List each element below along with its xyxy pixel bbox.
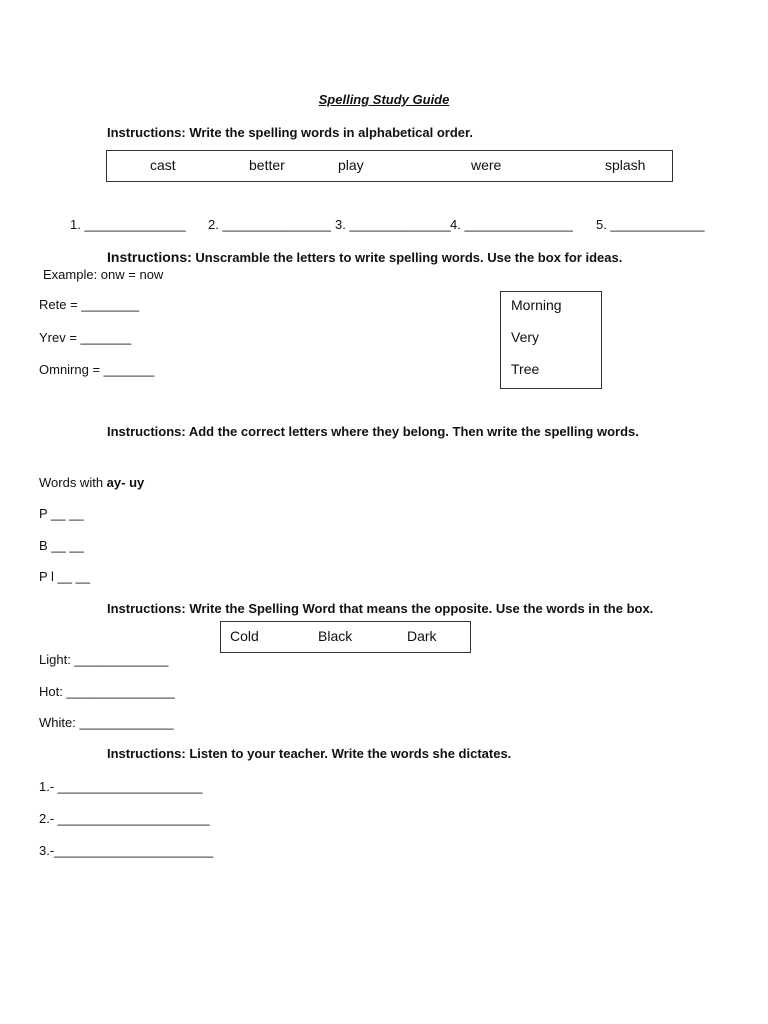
instruction-lead: Instructions: <box>107 249 192 265</box>
words-with-label <box>39 475 144 490</box>
idea-tree: Tree <box>511 361 540 377</box>
dictation-item-2[interactable]: 2.- _____________________ <box>39 811 210 826</box>
idea-very: Very <box>511 329 540 345</box>
opposite-item-hot[interactable]: Hot: _______________ <box>39 684 175 699</box>
words-with-pattern: ay- uy <box>106 475 145 490</box>
blank-3[interactable]: 3. ______________ <box>335 217 451 232</box>
letters-item-2[interactable]: B __ __ <box>39 538 84 553</box>
word-box-alphabetical <box>106 150 673 182</box>
letters-item-3[interactable]: P l __ __ <box>39 569 91 584</box>
words-with-text: Words with <box>39 475 107 490</box>
instruction-opposite: Instructions: Write the Spelling Word that means the opposite. Use the words in the box. <box>107 601 654 616</box>
instruction-add-letters: Instructions: Add the correct letters where they belong. Then write the spelling words. <box>107 424 639 439</box>
word-better: better <box>249 157 285 173</box>
opposite-item-light[interactable]: Light: _____________ <box>39 652 169 667</box>
unscramble-item-2[interactable]: Yrev = _______ <box>39 330 132 345</box>
word-splash: splash <box>605 157 646 173</box>
instruction-alphabetical: Instructions: Write the spelling words in alphabetical order. <box>107 125 473 140</box>
instruction-rest: Unscramble the letters to write spelling words. Use the box for ideas. <box>191 250 623 265</box>
opposite-item-white[interactable]: White: _____________ <box>39 715 174 730</box>
blank-4[interactable]: 4. _______________ <box>450 217 573 232</box>
idea-morning: Morning <box>511 297 562 313</box>
opposite-dark: Dark <box>407 628 437 644</box>
unscramble-item-3[interactable]: Omnirng = _______ <box>39 362 155 377</box>
blank-1[interactable]: 1. ______________ <box>70 217 186 232</box>
unscramble-item-1[interactable]: Rete = ________ <box>39 297 140 312</box>
dictation-item-3[interactable]: 3.-______________________ <box>39 843 214 858</box>
dictation-item-1[interactable]: 1.- ____________________ <box>39 779 203 794</box>
opposite-cold: Cold <box>230 628 259 644</box>
word-play: play <box>338 157 364 173</box>
blank-5[interactable]: 5. _____________ <box>596 217 705 232</box>
word-were: were <box>471 157 502 173</box>
opposite-black: Black <box>318 628 353 644</box>
word-box-opposite <box>220 621 471 653</box>
page-title: Spelling Study Guide <box>318 92 450 107</box>
instruction-dictation: Instructions: Listen to your teacher. Write the words she dictates. <box>107 746 512 761</box>
blank-2[interactable]: 2. _______________ <box>208 217 331 232</box>
letters-item-1[interactable]: P __ __ <box>39 506 84 521</box>
instruction-unscramble <box>107 249 622 265</box>
word-box-ideas <box>500 291 602 389</box>
example-text: Example: onw = now <box>43 267 164 282</box>
word-cast: cast <box>150 157 176 173</box>
